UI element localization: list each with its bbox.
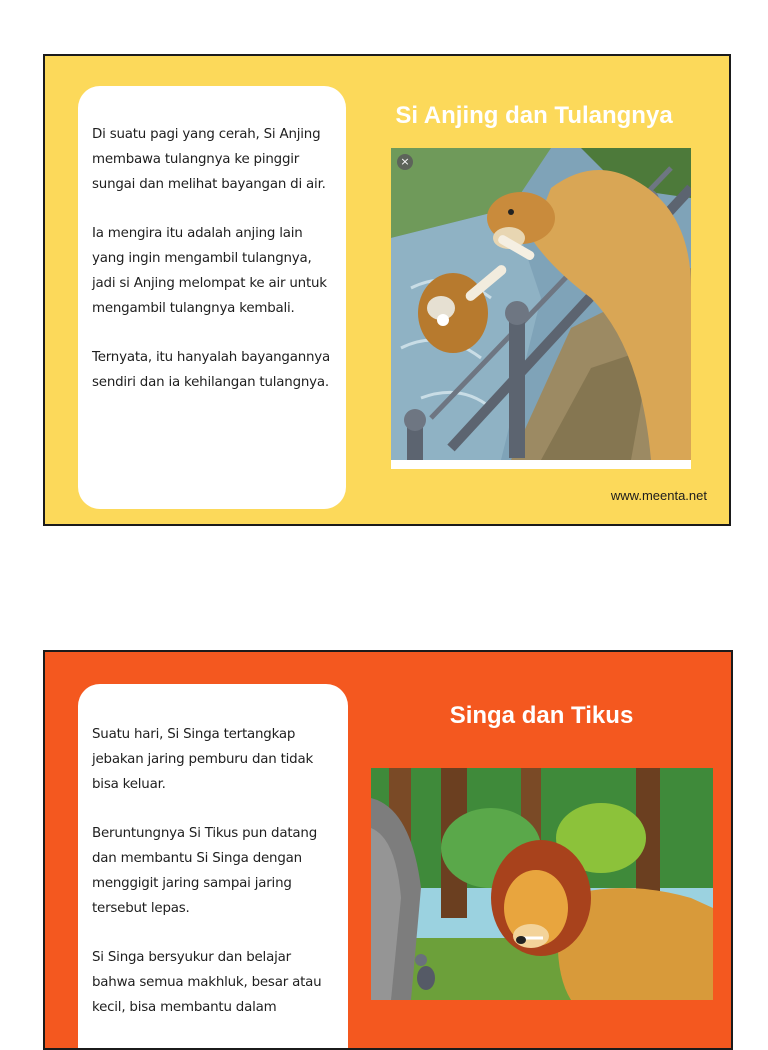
close-icon[interactable]: × xyxy=(397,154,413,170)
website-url: www.meenta.net xyxy=(610,488,707,503)
story-paragraph: Di suatu pagi yang cerah, Si Anjing membawa tulangnya ke pinggir sungai dan melihat bayangan di air. xyxy=(92,127,326,192)
story-paragraph: Suatu hari, Si Singa tertangkap jebakan jaring pemburu dan tidak bisa keluar. xyxy=(92,727,314,792)
story-paragraph: Si Singa bersyukur dan belajar bahwa semua makhluk, besar atau kecil, bisa membantu dalam xyxy=(92,950,322,1015)
story-text-box xyxy=(78,684,348,1050)
dog-bridge-reflection-illustration xyxy=(391,148,691,469)
story-card-dog xyxy=(43,54,731,526)
lion-and-mouse-forest-illustration xyxy=(371,768,713,1000)
story-title: Singa dan Tikus xyxy=(449,702,634,729)
story-text-box xyxy=(78,86,346,509)
story-card-lion xyxy=(43,650,733,1050)
story-paragraph: Ia mengira itu adalah anjing lain yang ingin mengambil tulangnya, jadi si Anjing melompat ke air untuk mengambil tulangnya kembali. xyxy=(92,226,327,316)
story-title: Si Anjing dan Tulangnya xyxy=(395,102,673,129)
story-paragraph: Ternyata, itu hanyalah bayangannya sendiri dan ia kehilangan tulangnya. xyxy=(92,350,331,390)
story-paragraph: Beruntungnya Si Tikus pun datang dan membantu Si Singa dengan menggigit jaring sampai jaring tersebut lepas. xyxy=(92,826,318,916)
